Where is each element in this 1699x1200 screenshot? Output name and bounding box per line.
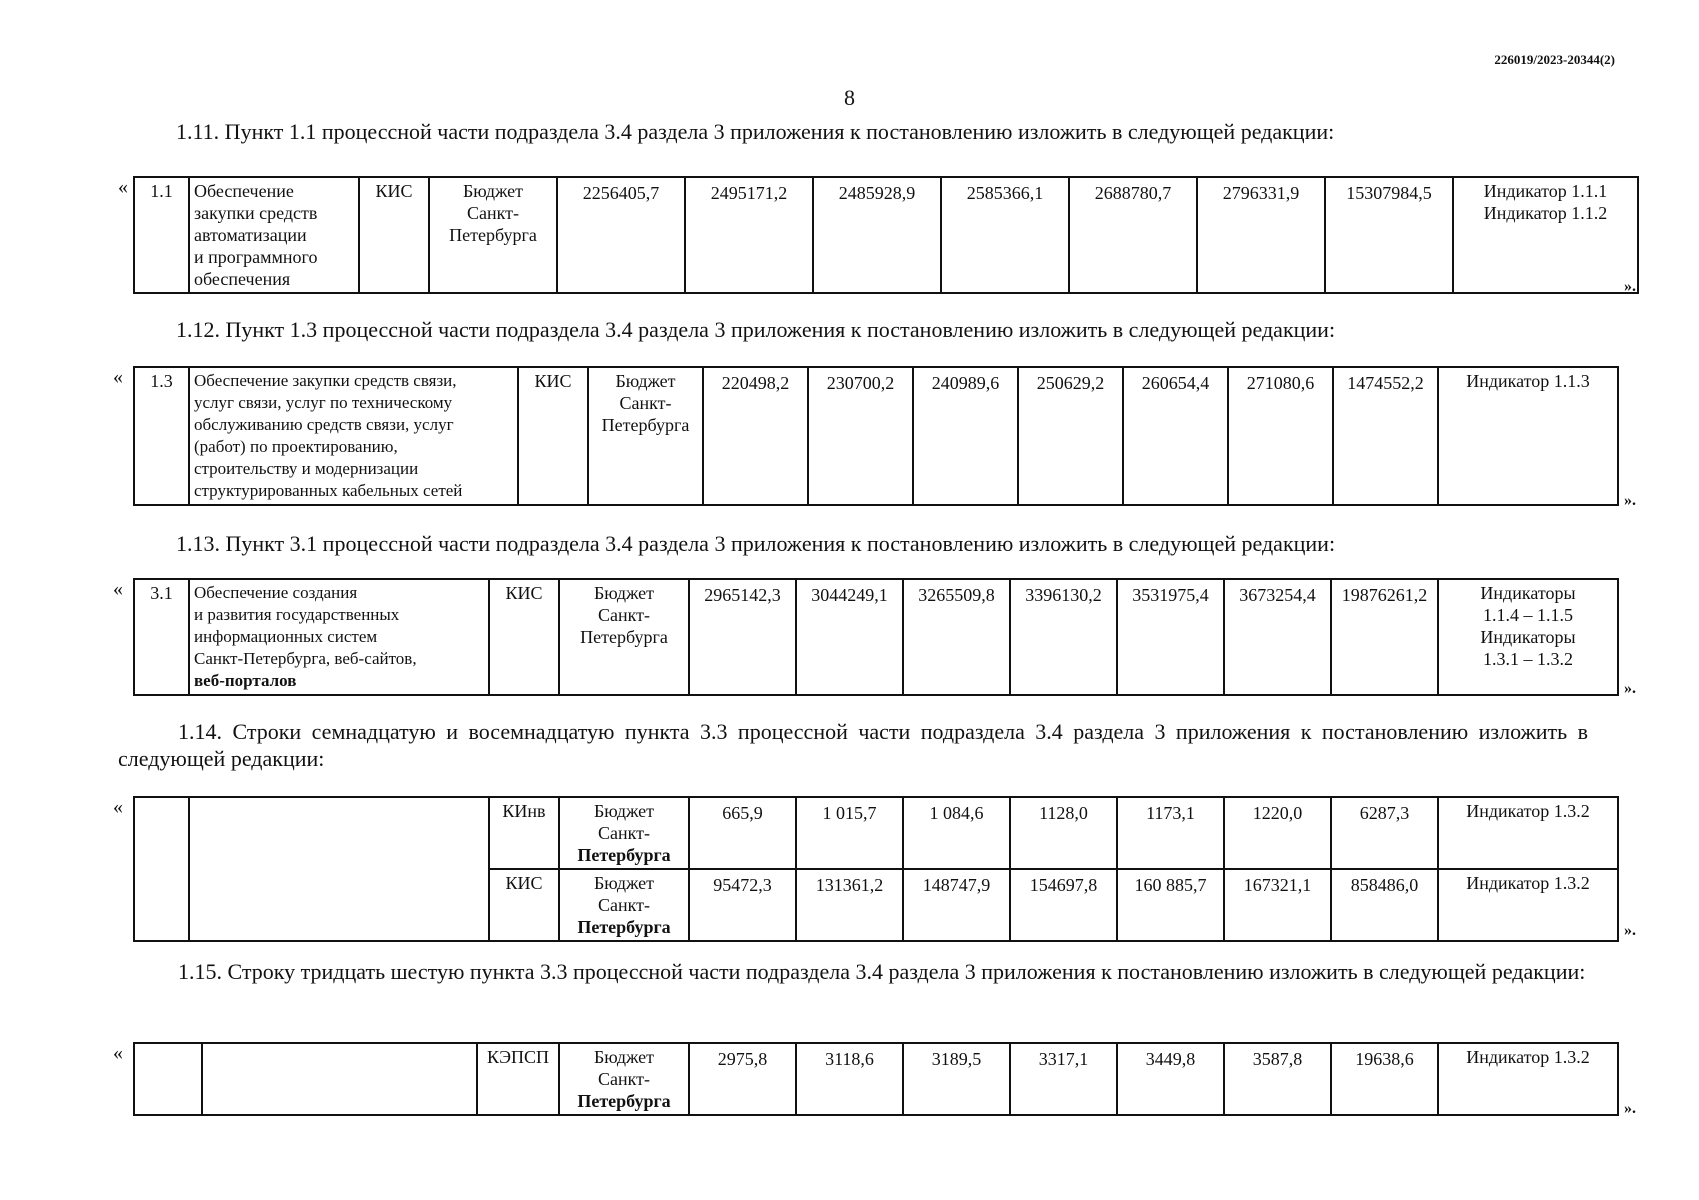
row-source: Бюджет Санкт- Петербурга — [588, 367, 703, 505]
row-executor: КЭПСП — [477, 1043, 559, 1115]
row-executor: КИС — [489, 579, 559, 695]
row-executor: КИС — [489, 869, 559, 941]
row-name: Обеспечение закупки средств связи, услуг связи, услуг по техническому обслуживанию средств связи, услуг (работ) по проектированию, строительству и модернизации структурированных кабельных сетей — [189, 367, 518, 505]
row-indicator: Индикатор 1.3.2 — [1438, 1043, 1618, 1115]
row-executor: КИнв — [489, 797, 559, 869]
page-number: 8 — [844, 85, 855, 110]
value-cell: 154697,8 — [1010, 869, 1117, 941]
value-cell: 3118,6 — [796, 1043, 903, 1115]
value-cell: 1173,1 — [1117, 797, 1224, 869]
row-number: 3.1 — [134, 579, 189, 695]
value-cell: 3044249,1 — [796, 579, 903, 695]
value-cell: 167321,1 — [1224, 869, 1331, 941]
value-cell: 240989,6 — [913, 367, 1018, 505]
value-cell: 2495171,2 — [685, 177, 813, 293]
table-1-15 — [133, 1042, 1619, 1116]
row-source: Бюджет Санкт- Петербурга — [559, 579, 689, 695]
close-quote: ». — [1624, 492, 1636, 509]
value-cell: 2975,8 — [689, 1043, 796, 1115]
value-cell: 19638,6 — [1331, 1043, 1438, 1115]
row-indicator: Индикатор 1.1.3 — [1438, 367, 1618, 505]
table-1-13 — [133, 578, 1619, 696]
value-cell: 3317,1 — [1010, 1043, 1117, 1115]
value-cell: 665,9 — [689, 797, 796, 869]
value-cell: 2256405,7 — [557, 177, 685, 293]
value-cell: 3265509,8 — [903, 579, 1010, 695]
open-quote: « — [113, 578, 123, 600]
empty-cell — [134, 797, 189, 941]
value-cell: 95472,3 — [689, 869, 796, 941]
value-cell: 15307984,5 — [1325, 177, 1453, 293]
row-source: Бюджет Санкт- Петербурга — [559, 1043, 689, 1115]
table-row — [134, 579, 1618, 695]
value-cell: 148747,9 — [903, 869, 1010, 941]
row-indicator: Индикатор 1.1.1 Индикатор 1.1.2 — [1453, 177, 1638, 293]
value-cell: 3449,8 — [1117, 1043, 1224, 1115]
empty-cell — [189, 797, 489, 941]
table-row — [134, 1043, 1618, 1115]
value-cell: 19876261,2 — [1331, 579, 1438, 695]
value-cell: 2965142,3 — [689, 579, 796, 695]
value-cell: 2485928,9 — [813, 177, 941, 293]
close-quote: ». — [1624, 278, 1636, 295]
row-name: Обеспечение закупки средств автоматизации и программного обеспечения — [189, 177, 359, 293]
open-quote: « — [113, 366, 123, 388]
paragraph-1-12: 1.12. Пункт 1.3 процессной части подраздела 3.4 раздела 3 приложения к постановлению изложить в следующей редакции: — [176, 317, 1336, 342]
value-cell: 3189,5 — [903, 1043, 1010, 1115]
open-quote: « — [118, 176, 128, 198]
row-source: Бюджет Санкт- Петербурга — [429, 177, 557, 293]
value-cell: 2688780,7 — [1069, 177, 1197, 293]
empty-cell — [202, 1043, 477, 1115]
paragraph-1-11: 1.11. Пункт 1.1 процессной части подраздела 3.4 раздела 3 приложения к постановлению изложить в следующей редакции: — [176, 119, 1335, 144]
paragraph-1-15: 1.15. Строку тридцать шестую пункта 3.3 процессной части подраздела 3.4 раздела 3 приложения к постановлению изложить в следующей редакции: — [178, 959, 1586, 984]
value-cell: 1 084,6 — [903, 797, 1010, 869]
row-name: Обеспечение создания и развития государственных информационных систем Санкт-Петербурга, веб-сайтов, веб-порталов — [189, 579, 489, 695]
open-quote: « — [113, 796, 123, 818]
table-row — [134, 797, 1618, 869]
row-source: Бюджет Санкт- Петербурга — [559, 869, 689, 941]
table-row — [134, 367, 1618, 505]
value-cell: 1128,0 — [1010, 797, 1117, 869]
row-number: 1.1 — [134, 177, 189, 293]
row-indicator: Индикаторы 1.1.4 – 1.1.5 Индикаторы 1.3.1 – 1.3.2 — [1438, 579, 1618, 695]
paragraph-1-13: 1.13. Пункт 3.1 процессной части подраздела 3.4 раздела 3 приложения к постановлению изложить в следующей редакции: — [176, 531, 1336, 556]
value-cell: 858486,0 — [1331, 869, 1438, 941]
row-number: 1.3 — [134, 367, 189, 505]
value-cell: 230700,2 — [808, 367, 913, 505]
value-cell: 2796331,9 — [1197, 177, 1325, 293]
row-executor: КИС — [518, 367, 588, 505]
value-cell: 3587,8 — [1224, 1043, 1331, 1115]
table-row — [134, 177, 1638, 293]
close-quote: ». — [1624, 922, 1636, 939]
value-cell: 1 015,7 — [796, 797, 903, 869]
value-cell: 1220,0 — [1224, 797, 1331, 869]
close-quote: ». — [1624, 1100, 1636, 1117]
empty-cell — [134, 1043, 202, 1115]
row-indicator: Индикатор 1.3.2 — [1438, 869, 1618, 941]
value-cell: 271080,6 — [1228, 367, 1333, 505]
row-executor: КИС — [359, 177, 429, 293]
document-id: 226019/2023-20344(2) — [1494, 52, 1615, 67]
value-cell: 131361,2 — [796, 869, 903, 941]
value-cell: 160 885,7 — [1117, 869, 1224, 941]
value-cell: 3531975,4 — [1117, 579, 1224, 695]
table-1-11 — [133, 176, 1639, 294]
value-cell: 2585366,1 — [941, 177, 1069, 293]
value-cell: 3396130,2 — [1010, 579, 1117, 695]
value-cell: 250629,2 — [1018, 367, 1123, 505]
value-cell: 6287,3 — [1331, 797, 1438, 869]
row-indicator: Индикатор 1.3.2 — [1438, 797, 1618, 869]
open-quote: « — [113, 1042, 123, 1064]
table-1-12 — [133, 366, 1619, 506]
table-1-14 — [133, 796, 1619, 942]
value-cell: 3673254,4 — [1224, 579, 1331, 695]
row-source: Бюджет Санкт- Петербурга — [559, 797, 689, 869]
value-cell: 260654,4 — [1123, 367, 1228, 505]
value-cell: 1474552,2 — [1333, 367, 1438, 505]
value-cell: 220498,2 — [703, 367, 808, 505]
paragraph-1-14: 1.14. Строки семнадцатую и восемнадцатую пункта 3.3 процессной части подраздела 3.4 раздела 3 приложения к постановлению изложить в следующей редакции: — [118, 719, 1588, 771]
close-quote: ». — [1624, 680, 1636, 697]
